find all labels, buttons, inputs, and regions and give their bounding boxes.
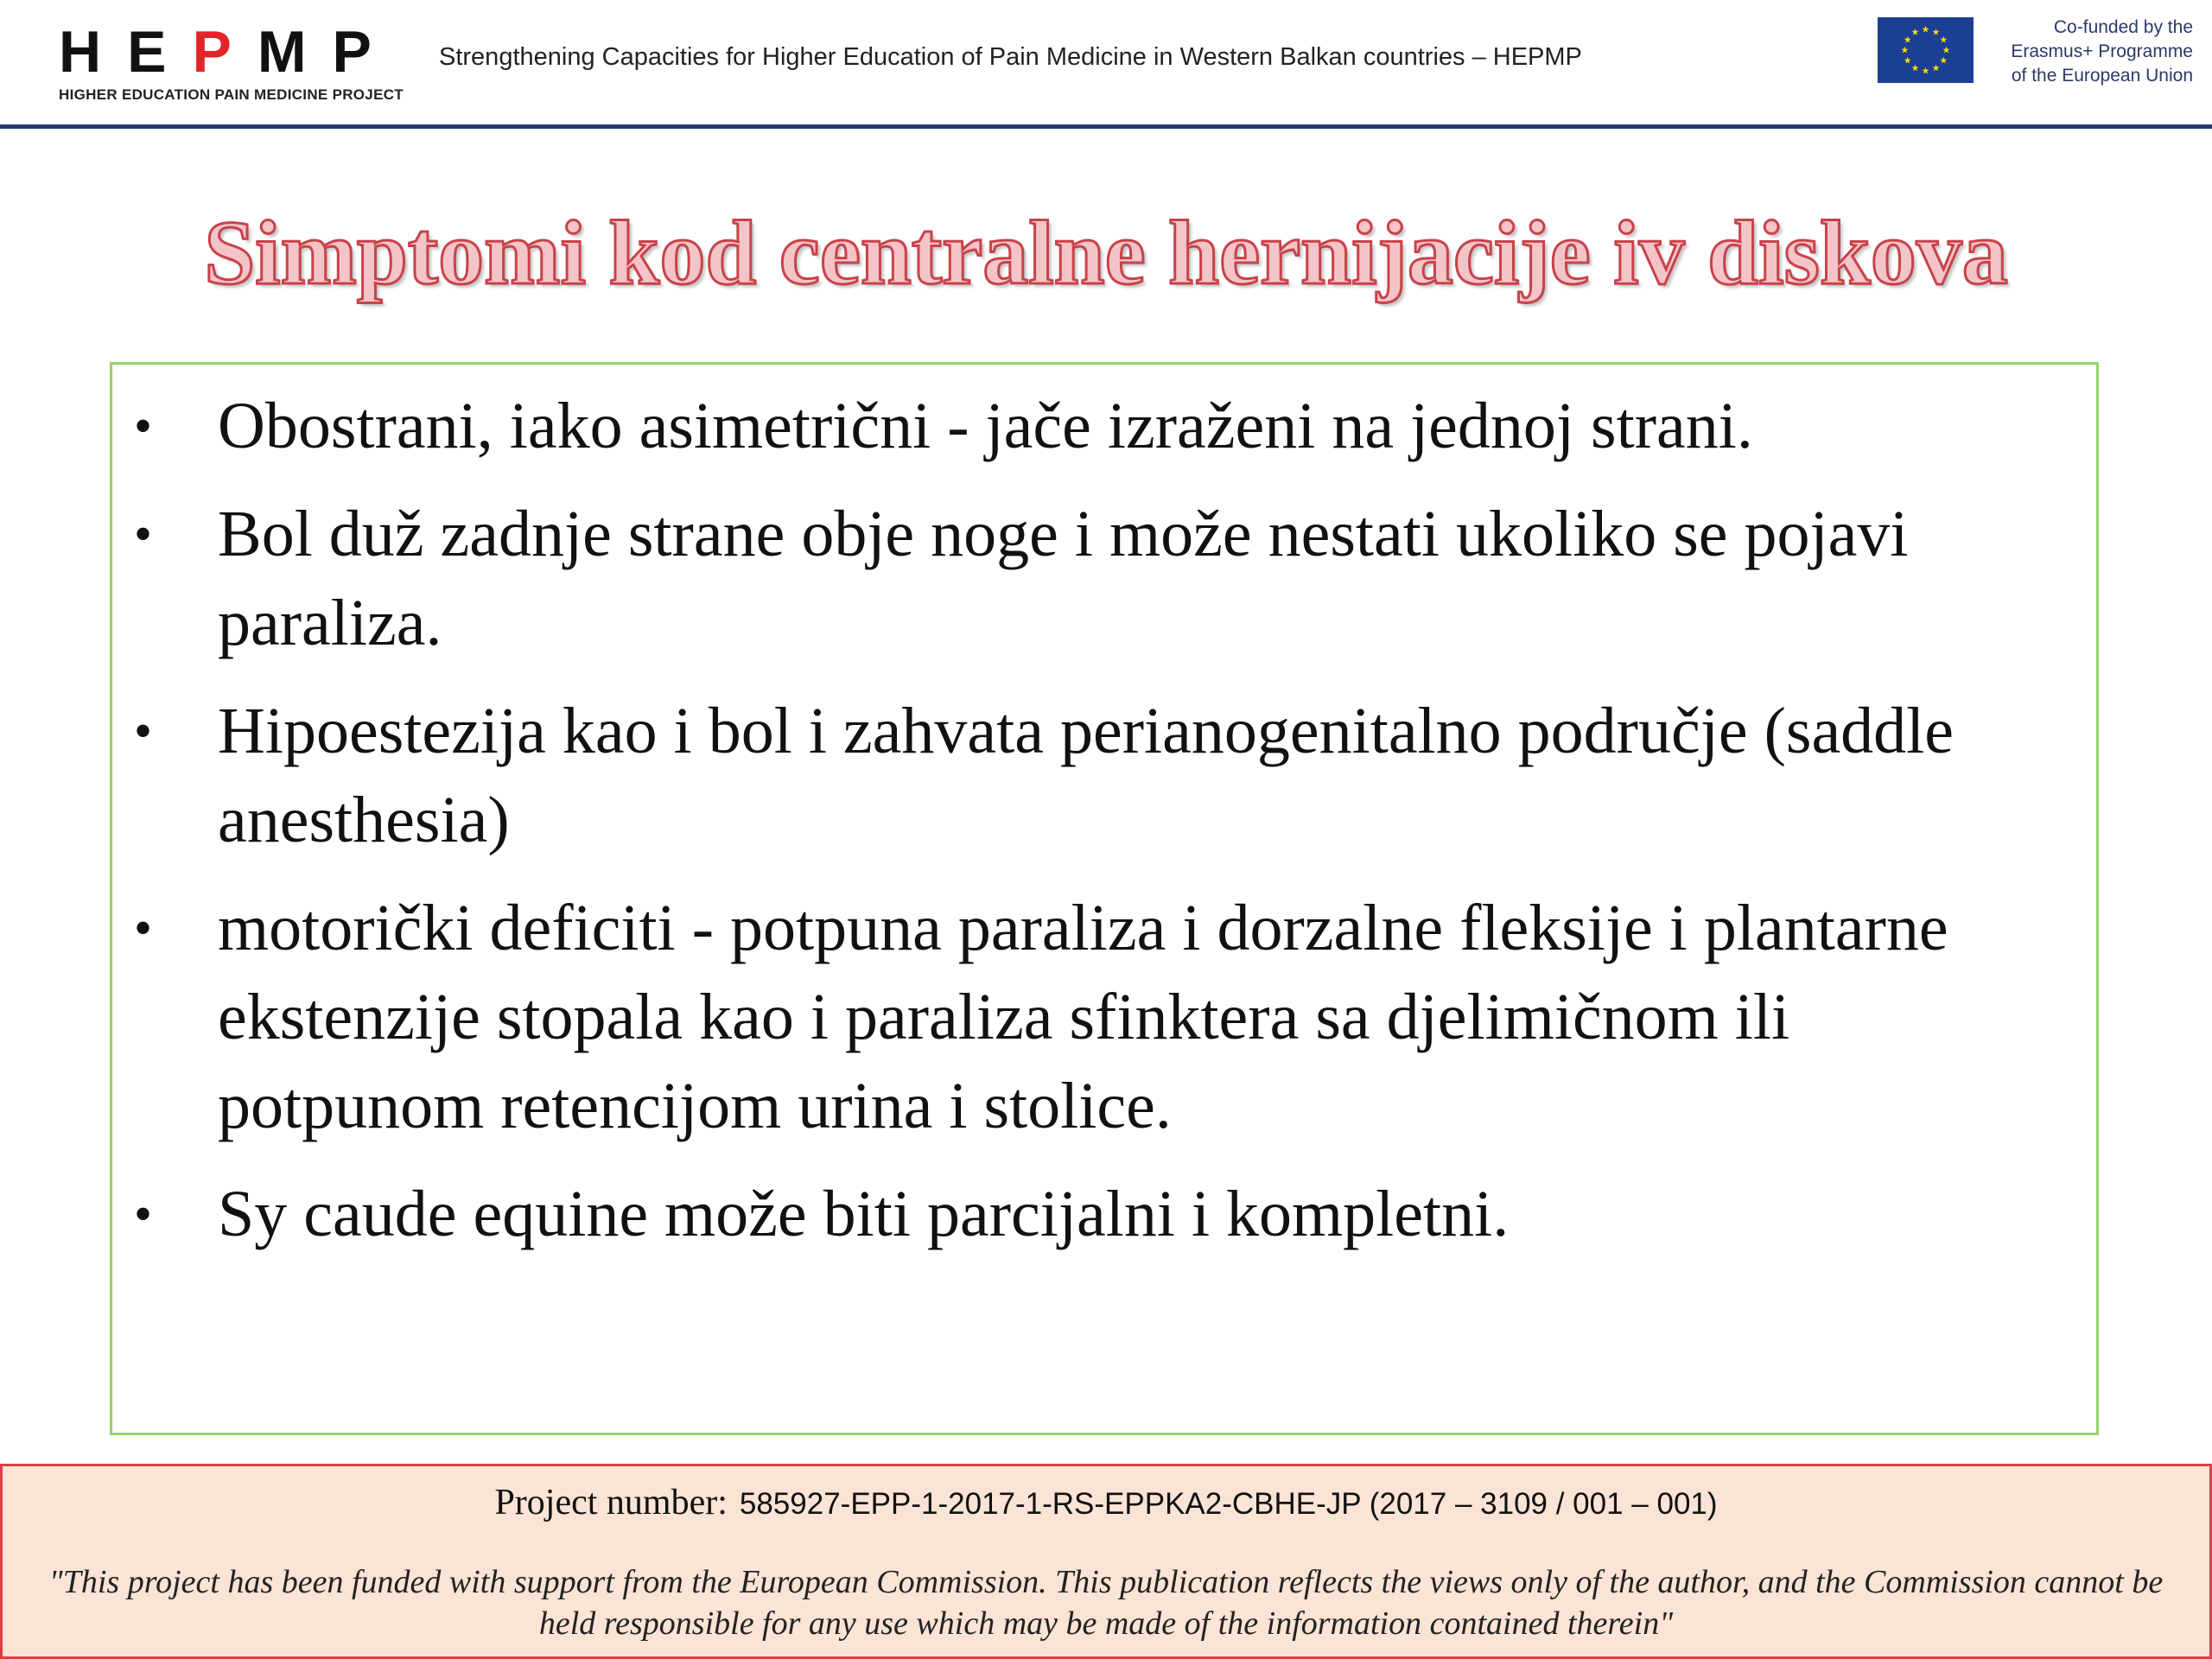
eu-star-icon bbox=[1902, 47, 1909, 54]
bullet-marker: • bbox=[134, 397, 153, 454]
eu-star-icon bbox=[1933, 29, 1940, 35]
bullet-item bbox=[112, 884, 2048, 1151]
bullet-text: Sy caude equine može biti parcijalni i kompletni. bbox=[218, 1178, 1510, 1250]
bullet-item bbox=[112, 382, 2048, 471]
eu-funding-line: Co-funded by the bbox=[2053, 17, 2193, 37]
bullet-marker: • bbox=[134, 702, 153, 760]
bullet-text: Obostrani, iako asimetrični - jače izraženi na jednoj strani. bbox=[218, 390, 1753, 462]
funding-disclaimer: "This project has been funded with support from the European Commission. This publication reflects the views only of the author, and the Commission cannot be held responsible for any use which may be made of the information contained therein" bbox=[48, 1564, 2164, 1642]
slide-title: Simptomi kod centralne hernijacije iv diskova bbox=[204, 202, 2008, 303]
logo-text-part: HE bbox=[59, 19, 193, 85]
project-number-value: 585927-EPP-1-2017-1-RS-EPPKA2-CBHE-JP (2017 – 3109 / 001 – 001) bbox=[739, 1487, 1718, 1521]
bullet-list bbox=[112, 382, 2048, 1278]
logo-text-accent: P bbox=[192, 19, 257, 85]
eu-star-icon bbox=[1912, 29, 1919, 35]
eu-funding-text bbox=[1977, 16, 2193, 88]
logo-text-part: MP bbox=[257, 19, 397, 85]
eu-star-icon bbox=[1904, 36, 1911, 43]
eu-flag-icon bbox=[1878, 17, 1974, 83]
logo-wordmark bbox=[59, 19, 404, 85]
eu-star-icon bbox=[1933, 65, 1940, 72]
eu-star-icon bbox=[1923, 26, 1929, 33]
eu-star-icon bbox=[1904, 57, 1911, 64]
bullet-item bbox=[112, 687, 2048, 865]
bullet-text: Bol duž zadnje strane obje noge i može nestati ukoliko se pojavi paraliza. bbox=[218, 498, 1909, 659]
eu-star-icon bbox=[1923, 67, 1929, 74]
content-box bbox=[110, 362, 2099, 1435]
eu-flag-svg bbox=[1878, 17, 1974, 83]
bullet-text: Hipoestezija kao i bol i zahvata perianogenitalno područje (saddle anesthesia) bbox=[218, 695, 1955, 856]
eu-star-icon bbox=[1943, 47, 1950, 54]
eu-star-icon bbox=[1912, 65, 1919, 72]
project-title: Strengthening Capacities for Higher Education of Pain Medicine in Western Balkan countries – HEPMP bbox=[439, 43, 1582, 71]
bullet-text: motorički deficiti - potpuna paraliza i dorzalne fleksije i plantarne ekstenzije stopala kao i paraliza sfinktera sa djelimičnom ili potpunom retencijom urina i stolice. bbox=[218, 892, 1948, 1142]
hepmp-logo bbox=[59, 19, 404, 105]
project-number-line bbox=[3, 1482, 2209, 1523]
eu-star-icon bbox=[1940, 57, 1947, 64]
bullet-item bbox=[112, 1170, 2048, 1259]
bullet-item bbox=[112, 490, 2048, 668]
header-divider bbox=[0, 124, 2212, 129]
header bbox=[0, 0, 2212, 126]
bullet-marker: • bbox=[134, 1185, 153, 1243]
footer bbox=[0, 1464, 2212, 1659]
project-number-label: Project number: bbox=[494, 1483, 728, 1522]
eu-funding-line: of the European Union bbox=[2011, 66, 2193, 86]
bullet-marker: • bbox=[134, 899, 153, 957]
eu-funding-line: Erasmus+ Programme bbox=[2011, 41, 2193, 61]
eu-star-icon bbox=[1940, 36, 1947, 43]
bullet-marker: • bbox=[134, 505, 153, 563]
logo-subtitle: HIGHER EDUCATION PAIN MEDICINE PROJECT bbox=[59, 86, 404, 103]
